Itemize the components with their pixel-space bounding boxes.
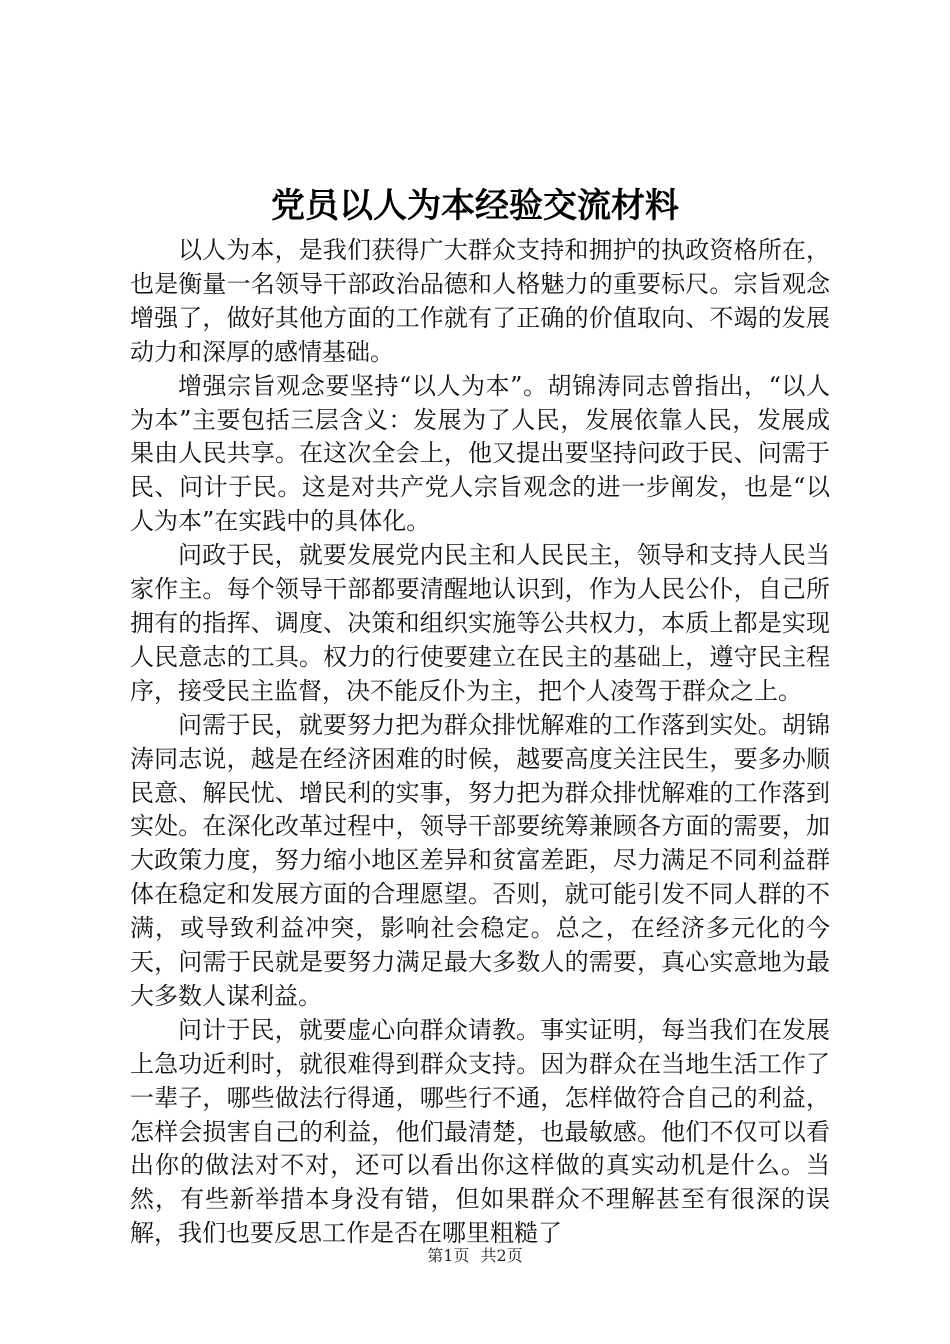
page-number: 第1页 — [427, 1246, 470, 1265]
paragraph: 增强宗旨观念要坚持“以人为本”。胡锦涛同志曾指出，“以人为本”主要包括三层含义：发展为了人民，发展依靠人民，发展成果由人民共享。在这次全会上，他又提出要坚持问政于民、问需于民、问计于民。这是对共产党人宗旨观念的进一步阐发，也是“以人为本”在实践中的具体化。 — [130, 371, 830, 536]
paragraph: 问政于民，就要发展党内民主和人民民主，领导和支持人民当家作主。每个领导干部都要清醒地认识到，作为人民公仆，自己所拥有的指挥、调度、决策和组织实施等公共权力，本质上都是实现人民意志的工具。权力的行使要建立在民主的基础上，遵守民主程序，接受民主监督，决不能反仆为主，把个人凌驾于群众之上。 — [130, 541, 830, 705]
page-footer — [0, 1245, 950, 1267]
page-total: 共2页 — [480, 1246, 523, 1265]
document-body — [130, 234, 830, 1251]
paragraph: 问需于民，就要努力把为群众排忧解难的工作落到实处。胡锦涛同志说，越是在经济困难的时候，越要高度关注民生，要多办顺民意、解民忧、增民利的实事，努力把为群众排忧解难的工作落到实处。在深化改革过程中，领导干部要统筹兼顾各方面的需要，加大政策力度，努力缩小地区差异和贫富差距，尽力满足不同利益群体在稳定和发展方面的合理愿望。否则，就可能引发不同人群的不满，或导致利益冲突，影响社会稳定。总之，在经济多元化的今天，问需于民就是要努力满足最大多数人的需要，真心实意地为最大多数人谋利益。 — [130, 710, 830, 1010]
paragraph: 以人为本，是我们获得广大群众支持和拥护的执政资格所在，也是衡量一名领导干部政治品德和人格魅力的重要标尺。宗旨观念增强了，做好其他方面的工作就有了正确的价值取向、不竭的发展动力和深厚的感情基础。 — [130, 236, 830, 366]
document-title: 党员以人为本经验交流材料 — [271, 186, 679, 226]
paragraph: 问计于民，就要虚心向群众请教。事实证明，每当我们在发展上急功近利时，就很难得到群众支持。因为群众在当地生活工作了一辈子，哪些做法行得通，哪些行不通，怎样做符合自己的利益，怎样会损害自己的利益，他们最清楚，也最敏感。他们不仅可以看出你的做法对不对，还可以看出你这样做的真实动机是什么。当然，有些新举措本身没有错，但如果群众不理解甚至有很深的误解，我们也要反思工作是否在哪里粗糙了 — [130, 1015, 830, 1248]
